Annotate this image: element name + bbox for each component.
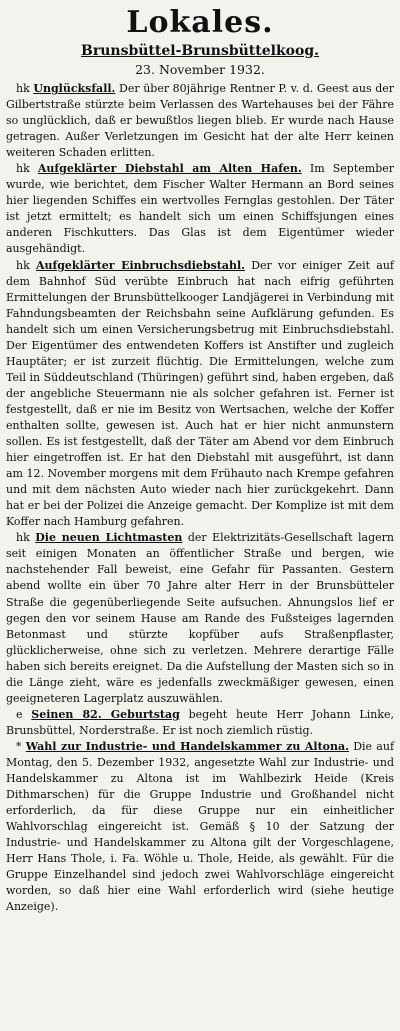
article-body: begeht heute Herr Johann Linke, Brunsbüttel, Norderstraße. Er ist noch ziemlich rüstig.	[6, 707, 394, 737]
issue-date: 23. November 1932.	[135, 62, 265, 77]
article-body: Der vor einiger Zeit auf dem Bahnhof Süd verübte Einbruch hat nach eifrig geführten Ermittelungen der Brunsbüttelkooger Landjägerei in Verbindung mit Fahndungsbeamten der Reichsbahn seine Aufklärung gefunden. Es handelt sich um einen Versicherungsbetrug mit Einbruchsdiebstahl. Der Eigentümer des entwendeten Koffers ist Anstifter und zugleich Hauptäter; er ist zurzeit flüchtig. Die Ermittelungen, welche zum Teil in Süddeutschland (Thüringen) geführt sind, haben ergeben, daß der angebliche Steuermann nie als solcher gefahren ist. Ferner ist festgestellt, daß er nie im Besitz von Wertsachen, welche der Koffer enthalten sollte, gewesen ist. Auch hat er hier nicht anmunstern sollen. Es ist festgestellt, daß der Täter am Abend vor dem Einbruch hier eingetroffen ist. Er hat den Diebstahl mit ausgeführt, ist dann am 12. November morgens mit dem Frühauto nach Krempe gefahren und mit dem nächsten Auto wieder nach hier zurückgekehrt. Dann hat er bei der Polizei die Anzeige gemacht. Der Komplize ist mit dem Koffer nach Hamburg gefahren.	[6, 258, 394, 529]
article-birthday	[6, 707, 394, 739]
newspaper-page	[0, 6, 400, 1031]
article-body: der Elektrizitäts-Gesellschaft lagern seit einigen Monaten an öffentlicher Straße und bergen, wie nachstehender Fall beweist, eine Gefahr für Passanten. Gestern abend wollte ein über 70 Jahre alter Herr in der Brunsbütteler Straße die gegenüberliegende Seite aufsuchen. Ahnungslos lief er gegen den vor seinem Hause am Rande des Fußsteiges lagernden Betonmast und stürzte kopfüber aufs Straßenpflaster, glücklicherweise, ohne sich zu verletzen. Mehrere derartige Fälle haben sich bereits ereignet. Da die Aufstellung der Masten sich so in die Länge zieht, wäre es jedenfalls zweckmäßiger gewesen, einen geeigneteren Lagerplatz auszuwählen.	[6, 531, 395, 705]
article-accident	[6, 81, 394, 161]
article-light-masts	[6, 530, 394, 707]
article-headline: Seinen 82. Geburtstag	[31, 707, 180, 721]
article-tag: hk	[16, 258, 30, 272]
article-burglary	[6, 258, 394, 531]
article-headline: Aufgeklärter Diebstahl am Alten Hafen.	[37, 162, 302, 176]
article-tag: *	[16, 739, 22, 753]
section-title: Lokales.	[126, 5, 274, 40]
section-subtitle: Brunsbüttel-Brunsbüttelkoog.	[81, 43, 319, 59]
article-tag: hk	[16, 531, 30, 545]
article-tag: hk	[16, 82, 30, 95]
article-headline: Wahl zur Industrie- und Handelskammer zu Altona.	[25, 739, 349, 753]
article-body: Der über 80jährige Rentner P. v. d. Geest aus der Gilbertstraße stürzte beim Verlassen des Wartehauses bei der Fähre so unglücklich, daß er bewußtlos liegen blieb. Er wurde nach Hause getragen. Außer Verletzungen im Gesicht hat der alte Herr keinen weiteren Schaden erlitten.	[6, 82, 395, 160]
article-headline: Unglücksfall.	[33, 82, 116, 95]
article-body: Die auf Montag, den 5. Dezember 1932, angesetzte Wahl zur Industrie- und Handelskammer zu Altona ist im Wahlbezirk Heide (Kreis Dithmarschen) für die Gruppe Industrie und Großhandel nicht erforderlich, da für diese Gruppe nur ein einheitlicher Wahlvorschlag eingereicht ist. Gemäß § 10 der Satzung der Industrie- und Handelskammer zu Altona gilt der Vorgeschlagene, Herr Hans Thole, i. Fa. Wöhle u. Thole, Heide, als gewählt. Für die Gruppe Einzelhandel sind jedoch zwei Wahlvorschläge eingereicht worden, so daß hier eine Wahl erforderlich wird (siehe heutige Anzeige).	[6, 739, 395, 914]
article-chamber-election	[6, 739, 394, 916]
article-headline: Die neuen Lichtmasten	[35, 531, 183, 545]
article-theft-harbor	[6, 161, 394, 257]
article-tag: hk	[16, 162, 30, 176]
article-headline: Aufgeklärter Einbruchsdiebstahl.	[35, 258, 245, 272]
article-body: Im September wurde, wie berichtet, dem Fischer Walter Hermann an Bord seines hier liegenden Schiffes ein wertvolles Fernglas gestohlen. Der Täter ist jetzt ermittelt; es handelt sich um einen Schiffsjungen eines anderen Fischkutters. Das Glas ist dem Eigentümer wieder ausgehändigt.	[6, 162, 395, 256]
article-tag: e	[16, 707, 23, 721]
